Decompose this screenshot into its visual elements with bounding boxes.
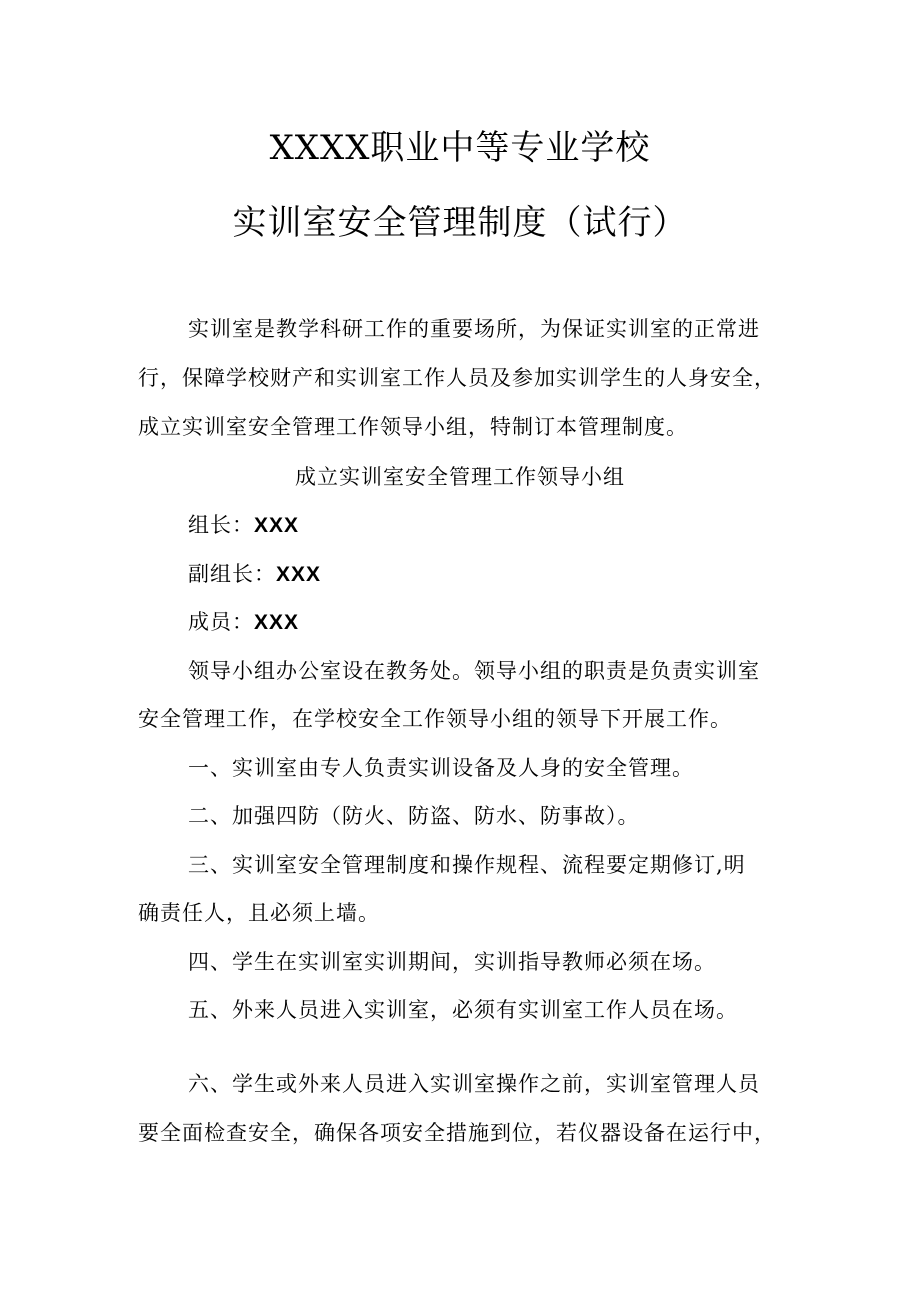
rule-1: 一、实训室由专人负责实训设备及人身的安全管理。 <box>188 756 694 780</box>
intro-line-2: 行，保障学校财产和实训室工作人员及参加实训学生的人身安全， <box>138 366 776 390</box>
member-row <box>188 607 299 638</box>
rule-2: 二、加强四防（防火、防盗、防水、防事故）。 <box>188 804 640 828</box>
leader-label: 组长： <box>188 513 254 537</box>
group-heading: 成立实训室安全管理工作领导小组 <box>295 465 625 489</box>
leader-row <box>188 510 299 541</box>
office-line-2: 安全管理工作，在学校安全工作领导小组的领导下开展工作。 <box>138 707 732 731</box>
intro-line-3: 成立实训室安全管理工作领导小组，特制订本管理制度。 <box>138 415 688 439</box>
rule-4: 四、学生在实训室实训期间，实训指导教师必须在场。 <box>188 950 716 974</box>
rule-6-line-2: 要全面检查安全，确保各项安全措施到位，若仪器设备在运行中， <box>138 1121 776 1145</box>
leader-name: XXX <box>254 514 300 537</box>
intro-line-1: 实训室是教学科研工作的重要场所，为保证实训室的正常进 <box>188 317 760 341</box>
rule-3-line-2: 确责任人，且必须上墙。 <box>138 901 380 925</box>
member-label: 成员： <box>188 610 254 634</box>
deputy-label: 副组长： <box>188 562 276 586</box>
document-subtitle: 实训室安全管理制度（试行） <box>232 203 688 243</box>
rule-5: 五、外来人员进入实训室，必须有实训室工作人员在场。 <box>188 998 738 1022</box>
deputy-leader-row <box>188 559 321 590</box>
office-line-1: 领导小组办公室设在教务处。领导小组的职责是负责实训室 <box>188 659 760 683</box>
deputy-name: XXX <box>276 563 322 586</box>
member-name: XXX <box>254 611 300 634</box>
rule-6-line-1: 六、学生或外来人员进入实训室操作之前，实训室管理人员 <box>188 1072 760 1096</box>
rule-3-line-1: 三、实训室安全管理制度和操作规程、流程要定期修订,明 <box>188 853 746 877</box>
document-title: XXXX职业中等专业学校 <box>269 128 651 168</box>
